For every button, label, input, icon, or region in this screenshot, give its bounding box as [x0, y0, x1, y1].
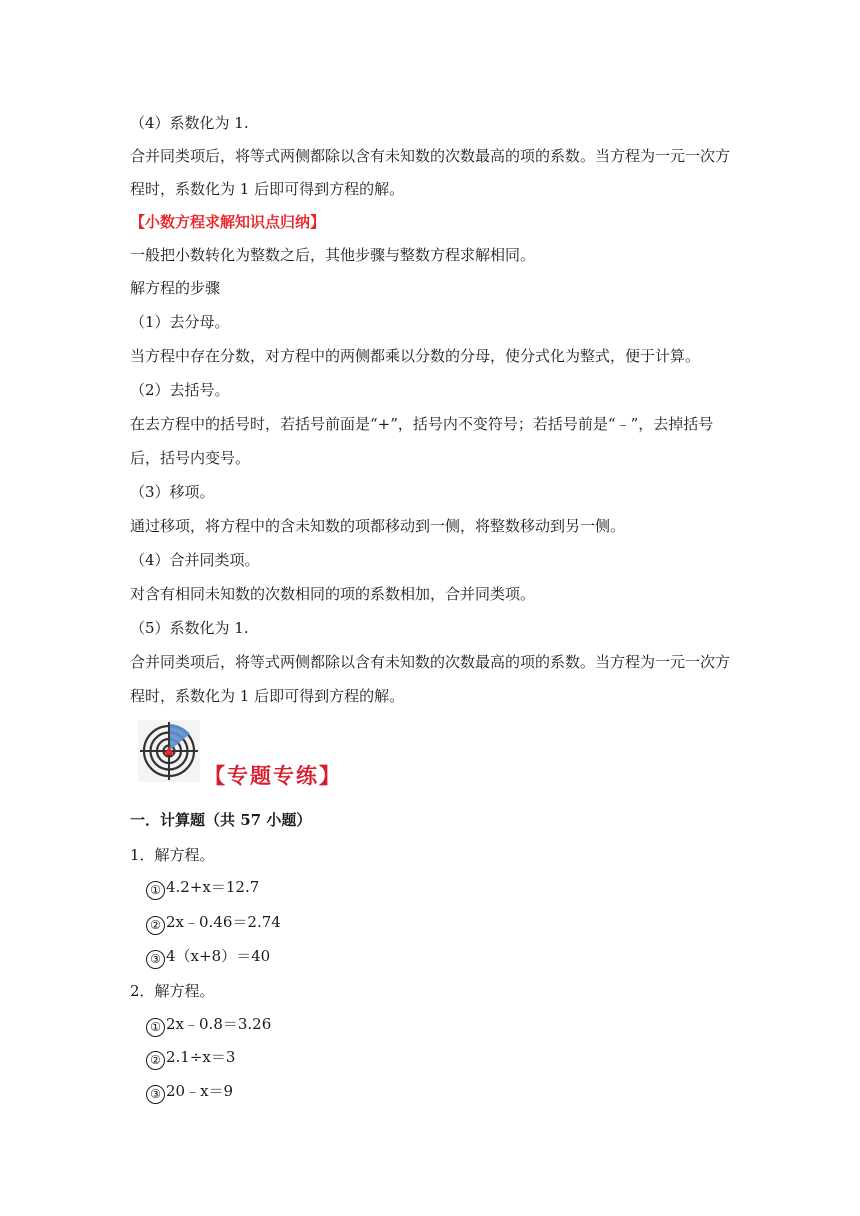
- circled-number: ③: [146, 950, 165, 969]
- equation-text: 4（x+8）＝40: [166, 947, 271, 965]
- question-2-title: 2．解方程。: [130, 982, 215, 1000]
- step3-desc: 通过移项，将方程中的含未知数的项都移动到一侧，将整数移动到另一侧。: [130, 517, 626, 535]
- equation-text: 2x﹣0.8＝3.26: [166, 1015, 272, 1033]
- equation-text: 20﹣x＝9: [166, 1082, 234, 1100]
- question-1-title: 1．解方程。: [130, 846, 215, 864]
- step5-desc-line1: 合并同类项后，将等式两侧都除以含有未知数的次数最高的项的系数。当方程为一元一次方: [130, 653, 731, 671]
- step4b-desc: 对含有相同未知数的次数相同的项的系数相加，合并同类项。: [130, 585, 536, 603]
- equation-text: 2x﹣0.46＝2.74: [166, 913, 281, 931]
- question-1-equation-3: [146, 946, 270, 969]
- step2-desc-line2: 后，括号内变号。: [130, 449, 251, 467]
- question-2-equation-2: [146, 1047, 235, 1070]
- step1-desc: 当方程中存在分数，对方程中的两侧都乘以分数的分母，使分式化为整式，便于计算。: [130, 347, 701, 365]
- circled-number: ①: [146, 881, 165, 900]
- step4-desc-line2: 程时，系数化为 1 后即可得到方程的解。: [130, 180, 405, 198]
- question-1-equation-1: [146, 877, 259, 900]
- step5-title: （5）系数化为 1.: [130, 619, 249, 637]
- step5-desc-line2: 程时，系数化为 1 后即可得到方程的解。: [130, 687, 405, 705]
- intro-text: 一般把小数转化为整数之后，其他步骤与整数方程求解相同。: [130, 246, 536, 264]
- circled-number: ③: [146, 1085, 165, 1104]
- step1-title: （1）去分母。: [130, 313, 230, 331]
- target-icon: [138, 720, 200, 782]
- circled-number: ②: [146, 916, 165, 935]
- exercise-heading: 一．计算题（共 57 小题）: [130, 811, 312, 829]
- circled-number: ②: [146, 1051, 165, 1070]
- step4-title: （4）系数化为 1.: [130, 114, 249, 132]
- step2-title: （2）去括号。: [130, 381, 230, 399]
- knowledge-heading: 【小数方程求解知识点归纳】: [130, 213, 326, 231]
- steps-title: 解方程的步骤: [130, 279, 221, 297]
- step4-desc-line1: 合并同类项后，将等式两侧都除以含有未知数的次数最高的项的系数。当方程为一元一次方: [130, 147, 731, 165]
- equation-text: 2.1÷x＝3: [166, 1048, 236, 1066]
- question-1-equation-2: [146, 912, 281, 935]
- circled-number: ①: [146, 1018, 165, 1037]
- question-2-equation-1: [146, 1014, 271, 1037]
- step4b-title: （4）合并同类项。: [130, 551, 260, 569]
- step2-desc-line1: 在去方程中的括号时，若括号前面是“+”，括号内不变符号；若括号前是“﹣”，去掉括号: [130, 415, 714, 433]
- question-2-equation-3: [146, 1081, 233, 1104]
- step3-title: （3）移项。: [130, 483, 215, 501]
- equation-text: 4.2+x＝12.7: [166, 878, 260, 896]
- topic-practice-banner: 【专题专练】: [204, 763, 342, 788]
